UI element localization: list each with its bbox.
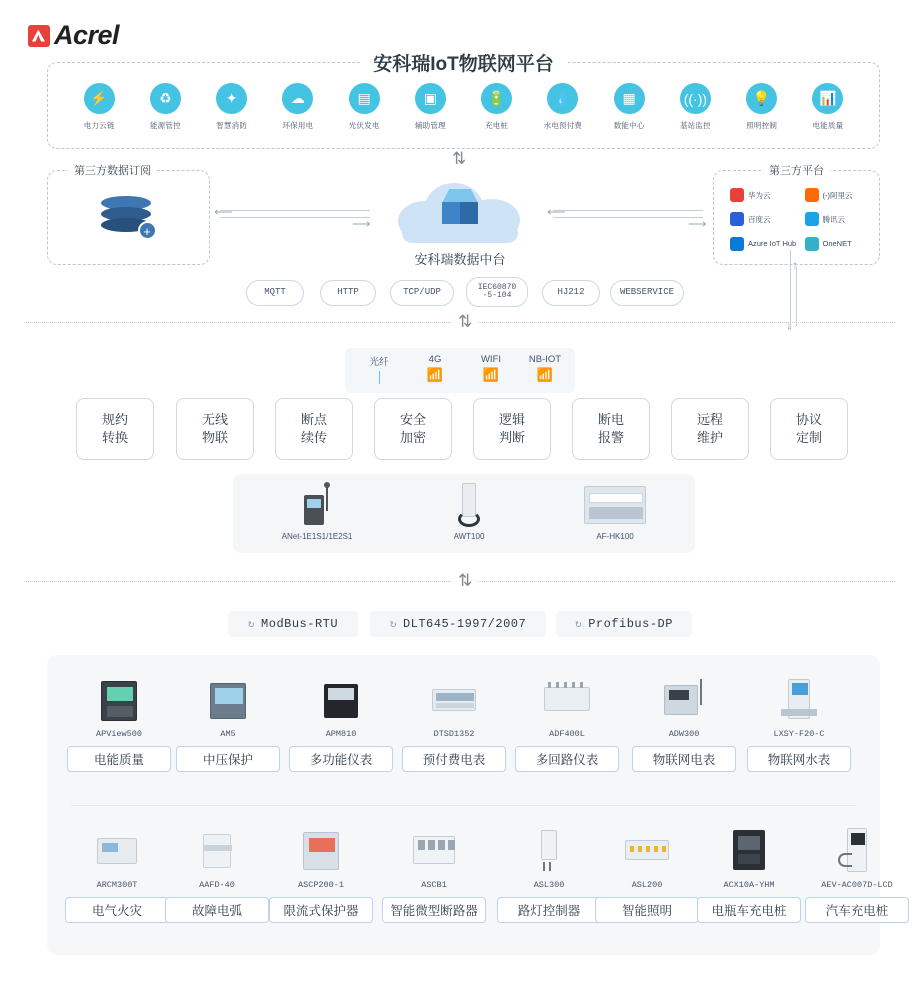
cap-line1: 逻辑	[498, 412, 525, 428]
collector-device-icon	[545, 482, 685, 528]
subscription-connector-arrows	[215, 210, 375, 218]
thirdparty-title: 第三方平台	[763, 162, 830, 178]
product-model: ASL200	[631, 880, 663, 890]
updown-arrow-platform: ⇅	[452, 149, 467, 168]
fieldbus-label: DLT645-1997/2007	[402, 617, 527, 631]
platform-module-charging[interactable]	[466, 83, 528, 131]
brand-logo	[28, 20, 119, 51]
smart-lighting-icon	[595, 820, 699, 874]
cap-line1: 断电	[597, 412, 624, 428]
link-icon: ↻	[389, 619, 397, 631]
fieldbus-profibus-dp[interactable]	[556, 611, 692, 637]
ebike-charger-icon	[697, 820, 801, 874]
comm-4g	[407, 354, 463, 383]
acrel-logo-icon	[28, 25, 50, 47]
gateway-device-panel	[233, 474, 695, 553]
base-station-icon: ((·))	[680, 83, 711, 114]
capability-logic-judgement	[473, 398, 551, 460]
ev-charger-icon	[805, 820, 909, 874]
thirdparty-item-huawei[interactable]	[722, 183, 797, 207]
azure-icon	[730, 237, 744, 251]
product-model: ADF400L	[549, 729, 585, 739]
protocol-pill-webservice[interactable]: WEBSERVICE	[610, 280, 684, 306]
capability-protocol-conversion	[76, 398, 154, 460]
cap-line2: 报警	[597, 430, 624, 445]
gateway-awt100	[399, 482, 539, 541]
product-model: ACX10A-YHM	[723, 880, 775, 890]
lighting-icon: 💡	[746, 83, 777, 114]
assist-icon: ▣	[415, 83, 446, 114]
fiber-icon	[379, 371, 380, 384]
products-divider	[71, 805, 856, 806]
platform-module-power-quality[interactable]	[797, 83, 859, 131]
product-tag[interactable]: 电能质量	[67, 746, 171, 772]
gateway-model: AF-HK100	[596, 532, 634, 541]
vertical-line-right	[796, 266, 797, 326]
tencent-icon	[805, 212, 819, 226]
platform-panel	[47, 54, 880, 149]
module-label: 电力云链	[83, 121, 115, 130]
gateway-model: ANet-1E1S1/1E2S1	[281, 532, 353, 541]
product-model: APView500	[96, 729, 142, 739]
product-asl200[interactable]	[595, 820, 699, 923]
iec-line1: IEC60870	[477, 282, 517, 292]
data-platform-cloud	[385, 175, 535, 268]
cloud-caption: 安科瑞数据中台	[414, 252, 506, 267]
cap-line1: 无线	[201, 412, 228, 428]
solar-icon: ▤	[349, 83, 380, 114]
wifi-icon: 📶	[536, 367, 554, 382]
product-model: DTSD1352	[433, 729, 475, 739]
multiloop-meter-icon	[515, 669, 619, 723]
street-light-controller-icon	[497, 820, 601, 874]
product-model: LXSY-F20-C	[773, 729, 825, 739]
platform-module-power-cloud[interactable]	[68, 83, 130, 131]
updown-arrow-edge: ⇅	[452, 313, 478, 330]
arrow-left-thirdparty: ⟵	[547, 204, 566, 219]
comm-label: 4G	[428, 354, 442, 365]
product-tag[interactable]: 物联网水表	[747, 746, 851, 772]
product-tag[interactable]: 多回路仪表	[515, 746, 619, 772]
product-model: AAFD-40	[199, 880, 235, 890]
thirdparty-label: 腾讯云	[822, 214, 845, 224]
fieldbus-label: Profibus-DP	[588, 617, 673, 631]
cap-line2: 转换	[101, 430, 128, 445]
cap-line2: 维护	[696, 430, 723, 445]
capability-power-failure-alarm	[572, 398, 650, 460]
product-model: ASCB1	[421, 880, 447, 890]
capability-protocol-customization	[770, 398, 848, 460]
iot-meter-icon	[632, 669, 736, 723]
power-quality-meter-icon	[67, 669, 171, 723]
comm-label: WIFI	[480, 354, 502, 365]
product-tag[interactable]: 电气火灾	[65, 897, 169, 923]
fieldbus-label: ModBus-RTU	[261, 617, 339, 631]
cloud-cube-icon	[390, 175, 530, 245]
capability-security-encryption	[374, 398, 452, 460]
product-ascp200-1[interactable]	[269, 820, 373, 923]
protocol-pill-mqtt[interactable]: MQTT	[246, 280, 304, 306]
product-model: ARCM300T	[96, 880, 138, 890]
mini-circuit-breaker-icon	[382, 820, 486, 874]
arrow-right-subscription: ⟶	[352, 216, 371, 231]
product-lxsy-f20-c[interactable]	[747, 669, 851, 772]
product-tag[interactable]: 预付费电表	[402, 746, 506, 772]
energy-icon: ♻	[150, 83, 181, 114]
prepaid-icon: 💧	[547, 83, 578, 114]
thirdparty-item-onenet[interactable]	[797, 232, 872, 256]
platform-module-assist[interactable]	[399, 83, 461, 131]
module-label: 水电预付费	[543, 121, 583, 130]
product-tag[interactable]: 智能微型断路器	[382, 897, 486, 923]
product-model: AM5	[220, 729, 236, 739]
platform-module-prepaid[interactable]	[532, 83, 594, 131]
comm-fiber	[351, 354, 407, 384]
product-tag[interactable]: 物联网电表	[632, 746, 736, 772]
comm-nbiot	[517, 354, 573, 383]
product-tag[interactable]: 中压保护	[176, 746, 280, 772]
current-limiting-protector-icon	[269, 820, 373, 874]
product-tag[interactable]: 多功能仪表	[289, 746, 393, 772]
cap-line2: 加密	[399, 430, 426, 445]
arrow-up-right: ↑	[792, 258, 798, 272]
module-label: 照明控制	[746, 121, 778, 130]
link-icon: ↻	[575, 619, 583, 631]
arrow-right-thirdparty: ⟶	[688, 216, 707, 231]
arrow-left-subscription: ⟵	[214, 204, 233, 219]
cap-line1: 规约	[101, 412, 128, 428]
fieldbus-dlt645[interactable]	[370, 611, 546, 637]
power-cloud-icon: ⚡	[84, 83, 115, 114]
environment-icon: ☁	[282, 83, 313, 114]
protocol-pill-http[interactable]: HTTP	[320, 280, 376, 306]
platform-module-solar[interactable]	[333, 83, 395, 131]
module-label: 基站监控	[679, 121, 711, 130]
capability-breakpoint-resume	[275, 398, 353, 460]
arc-fault-detector-icon	[165, 820, 269, 874]
communication-band	[345, 348, 575, 393]
thirdparty-label: Azure IoT Hub	[748, 239, 797, 249]
product-dtsd1352[interactable]	[402, 669, 506, 772]
charging-icon: 🔋	[481, 83, 512, 114]
database-add-icon: +	[101, 196, 157, 240]
cap-line2: 定制	[795, 430, 822, 445]
module-label: 环保用电	[282, 121, 314, 130]
module-label: 智慧消防	[216, 121, 248, 130]
product-tag[interactable]: 路灯控制器	[497, 897, 601, 923]
fire-icon: ✦	[216, 83, 247, 114]
platform-module-datacenter[interactable]	[598, 83, 660, 131]
products-panel	[47, 655, 893, 955]
product-model: APM810	[325, 729, 357, 739]
gateway-device-icon	[247, 482, 387, 528]
product-model: ASCP200-1	[298, 880, 344, 890]
thirdparty-item-azure[interactable]	[722, 232, 797, 256]
onenet-icon	[805, 237, 819, 251]
product-tag[interactable]: 故障电弧	[165, 897, 269, 923]
thirdparty-item-aliyun[interactable]	[797, 183, 872, 207]
protocol-pill-iec60870[interactable]	[466, 277, 528, 307]
protocol-pill-hj212[interactable]: HJ212	[542, 280, 600, 306]
baidu-icon	[730, 212, 744, 226]
arrow-down-right: ↓	[786, 318, 792, 332]
wireless-transmitter-icon	[399, 482, 539, 528]
product-aafd-40[interactable]	[165, 820, 269, 923]
product-am5[interactable]	[176, 669, 280, 772]
thirdparty-label: 百度云	[748, 214, 771, 224]
cap-line2: 续传	[300, 430, 327, 445]
platform-module-list	[48, 83, 879, 131]
cap-line2: 物联	[201, 430, 228, 445]
iot-water-meter-icon	[747, 669, 851, 723]
datacenter-icon: ▦	[614, 83, 645, 114]
power-quality-icon: 📊	[812, 83, 843, 114]
third-party-subscription-panel	[47, 165, 210, 265]
product-acx10a-yhm[interactable]	[697, 820, 801, 923]
thirdparty-connector-arrows	[548, 210, 708, 218]
brand-name: Acrel	[54, 20, 120, 50]
cap-line1: 协议	[795, 412, 822, 428]
thirdparty-label: OneNET	[822, 239, 852, 249]
page-title: 安科瑞IoT物联网平台	[359, 49, 568, 76]
module-label: 能源管控	[149, 121, 181, 130]
link-icon: ↻	[247, 619, 256, 631]
signal-icon: 📶	[426, 367, 444, 382]
protocol-pill-tcpudp[interactable]: TCP/UDP	[390, 280, 454, 306]
product-model: ASL300	[533, 880, 565, 890]
multifunction-meter-icon	[289, 669, 393, 723]
cap-line1: 远程	[696, 412, 723, 428]
module-label: 辅助管理	[414, 121, 446, 130]
gateway-anet	[247, 482, 387, 541]
product-ascb1[interactable]	[382, 820, 486, 923]
platform-module-environment[interactable]	[267, 83, 329, 131]
product-model: AEV-AC007D-LCD	[821, 880, 893, 890]
comm-wifi	[463, 354, 519, 383]
prepaid-meter-icon	[402, 669, 506, 723]
product-tag[interactable]: 智能照明	[595, 897, 699, 923]
cap-line1: 断点	[300, 412, 327, 428]
module-label: 数能中心	[613, 121, 645, 130]
third-party-platform-panel	[713, 165, 880, 265]
module-label: 光伏发电	[348, 121, 380, 130]
updown-arrow-fieldbus: ⇅	[452, 572, 478, 589]
thirdparty-label: 华为云	[748, 190, 771, 200]
comm-label: 光纤	[369, 357, 389, 368]
product-apview500[interactable]	[67, 669, 171, 772]
cap-line2: 判断	[498, 430, 525, 445]
wifi-icon: 📶	[482, 367, 500, 382]
product-apm810[interactable]	[289, 669, 393, 772]
platform-module-fire[interactable]	[201, 83, 263, 131]
module-label: 电能质量	[812, 121, 844, 130]
product-adf400l[interactable]	[515, 669, 619, 772]
fieldbus-modbus-rtu[interactable]	[228, 611, 358, 637]
huawei-icon	[730, 188, 744, 202]
subscription-title: 第三方数据订阅	[68, 162, 157, 178]
platform-module-base-station[interactable]	[664, 83, 726, 131]
capability-wireless-iot	[176, 398, 254, 460]
protection-relay-icon	[176, 669, 280, 723]
product-tag[interactable]: 电瓶车充电桩	[697, 897, 801, 923]
product-asl300[interactable]	[497, 820, 601, 923]
platform-module-energy[interactable]	[134, 83, 196, 131]
product-tag[interactable]: 限流式保护器	[269, 897, 373, 923]
module-label: 充电桩	[485, 121, 509, 130]
gateway-afhk100	[545, 482, 685, 541]
cap-line1: 安全	[399, 412, 426, 428]
gateway-model: AWT100	[453, 532, 485, 541]
product-arcm300t[interactable]	[65, 820, 169, 923]
comm-label: NB-IOT	[528, 354, 562, 365]
electrical-fire-monitor-icon	[65, 820, 169, 874]
product-aev-ac007d-lcd[interactable]	[805, 820, 909, 923]
platform-module-lighting[interactable]	[731, 83, 793, 131]
thirdparty-item-baidu[interactable]	[722, 207, 797, 231]
product-tag[interactable]: 汽车充电桩	[805, 897, 909, 923]
thirdparty-item-tencent[interactable]	[797, 207, 872, 231]
capability-remote-maintenance	[671, 398, 749, 460]
product-adw300[interactable]	[632, 669, 736, 772]
aliyun-icon	[805, 188, 819, 202]
iec-line2: -5-104	[482, 291, 512, 300]
product-model: ADW300	[668, 729, 700, 739]
thirdparty-label: (-)阿里云	[822, 190, 853, 200]
